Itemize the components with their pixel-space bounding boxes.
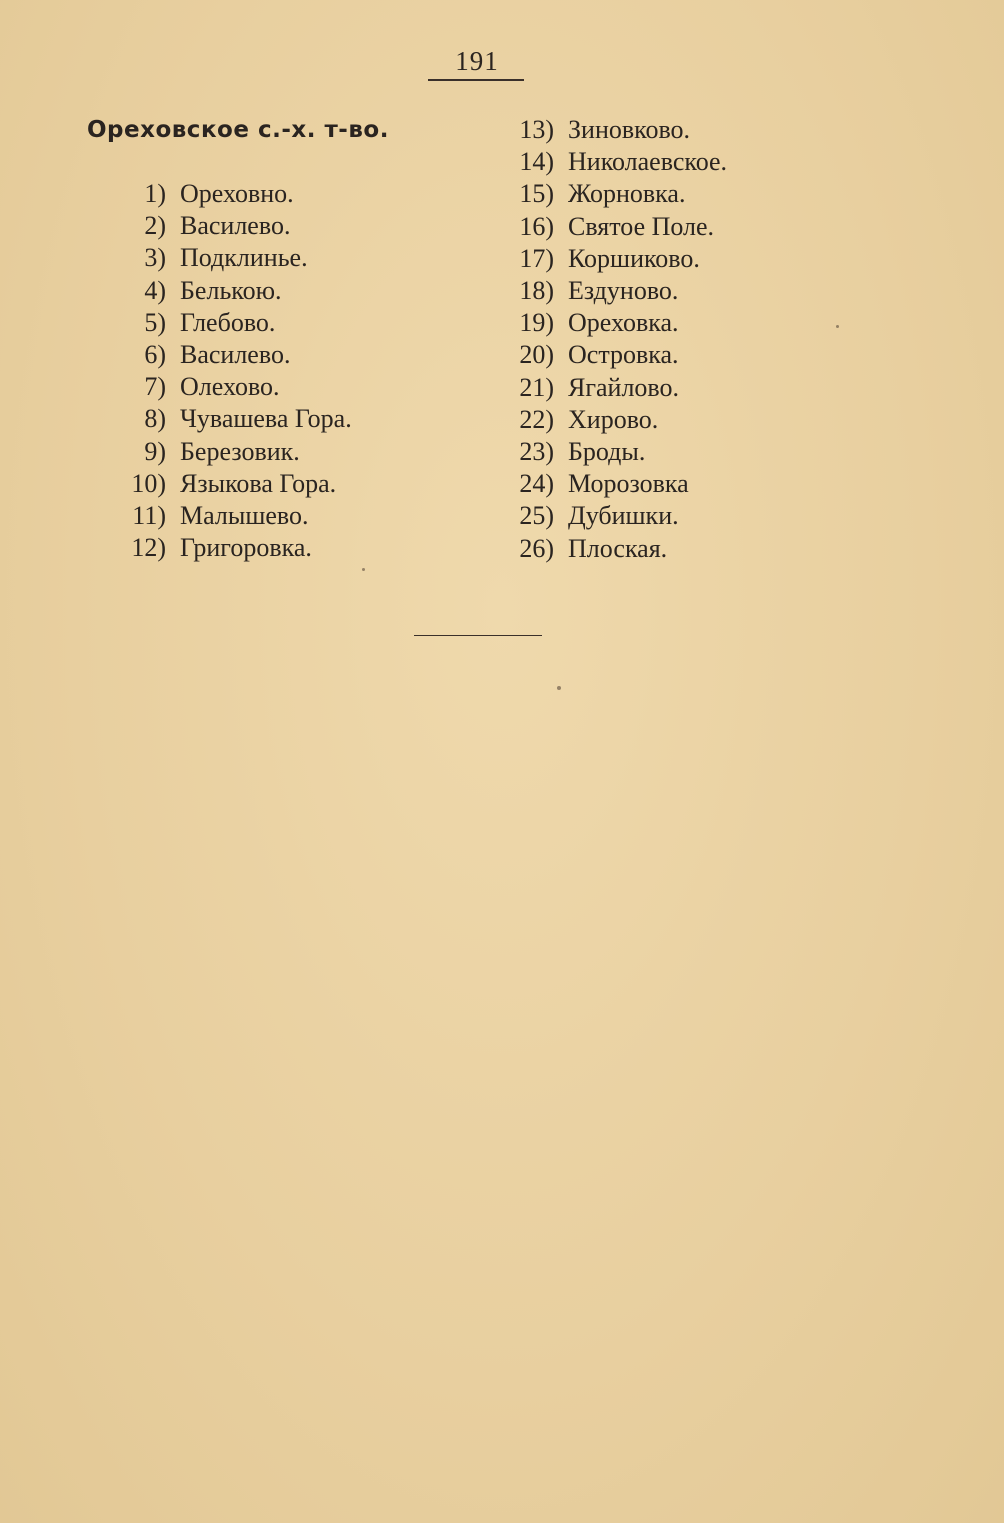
page-number: 191 <box>455 46 499 76</box>
item-name: Чувашева Гора. <box>180 404 352 434</box>
list-item <box>108 371 352 403</box>
item-number: 16) <box>519 211 554 241</box>
item-name: Ореховка. <box>568 308 679 338</box>
item-name: Подклинье. <box>180 243 308 273</box>
item-name: Языкова Гора. <box>180 468 337 498</box>
item-name: Василево. <box>180 211 291 241</box>
item-number: 11) <box>132 500 166 530</box>
item-name: Григоровка. <box>180 533 312 563</box>
list-item <box>496 243 727 275</box>
list-item <box>108 210 352 242</box>
item-number: 15) <box>519 179 554 209</box>
item-number: 24) <box>519 469 554 499</box>
list-item <box>108 275 352 307</box>
item-number: 21) <box>519 372 554 402</box>
list-item <box>108 436 352 468</box>
list-item <box>496 178 727 210</box>
item-name: Белькою. <box>180 275 282 305</box>
item-name: Броды. <box>568 436 646 466</box>
item-number: 22) <box>519 404 554 434</box>
item-name: Малышево. <box>180 500 309 530</box>
item-name: Николаевское. <box>568 147 728 177</box>
list-item <box>496 114 727 146</box>
paper-speck <box>557 686 561 690</box>
item-number: 6) <box>144 340 166 370</box>
item-name: Хирово. <box>568 404 659 434</box>
item-name: Березовик. <box>180 436 300 466</box>
item-name: Ягайлово. <box>568 372 680 402</box>
item-name: Морозовка <box>568 469 689 499</box>
list-item <box>108 242 352 274</box>
item-number: 25) <box>519 501 554 531</box>
list-item <box>108 468 352 500</box>
item-number: 19) <box>519 308 554 338</box>
item-name: Плоская. <box>568 533 668 563</box>
list-item <box>496 404 727 436</box>
item-name: Василево. <box>180 340 291 370</box>
item-number: 10) <box>131 468 166 498</box>
item-name: Жорновка. <box>568 179 686 209</box>
list-item <box>496 339 727 371</box>
list-item <box>496 211 727 243</box>
paper-speck <box>836 325 839 328</box>
item-number: 13) <box>519 115 554 145</box>
item-number: 7) <box>144 372 166 402</box>
item-number: 1) <box>144 179 166 209</box>
village-list-right <box>496 114 727 565</box>
item-number: 14) <box>519 147 554 177</box>
list-item <box>108 339 352 371</box>
item-number: 23) <box>519 436 554 466</box>
list-item <box>108 178 352 210</box>
item-number: 26) <box>519 533 554 563</box>
paper-speck <box>362 568 365 571</box>
list-item <box>496 307 727 339</box>
list-item <box>496 146 727 178</box>
item-name: Олехово. <box>180 372 280 402</box>
item-number: 12) <box>131 533 166 563</box>
page-number-underline <box>428 79 524 81</box>
item-number: 4) <box>144 275 166 305</box>
list-item <box>496 436 727 468</box>
item-number: 9) <box>144 436 166 466</box>
item-name: Ездуново. <box>568 276 679 306</box>
item-name: Ореховно. <box>180 179 294 209</box>
end-rule <box>414 635 542 636</box>
list-item <box>496 372 727 404</box>
item-number: 8) <box>144 404 166 434</box>
list-item <box>108 500 352 532</box>
item-number: 3) <box>144 243 166 273</box>
item-name: Глебово. <box>180 307 276 337</box>
item-name: Островка. <box>568 340 679 370</box>
list-item <box>496 532 727 564</box>
item-name: Коршиково. <box>568 243 700 273</box>
item-name: Дубишки. <box>568 501 679 531</box>
item-number: 18) <box>519 276 554 306</box>
item-number: 20) <box>519 340 554 370</box>
item-number: 5) <box>144 307 166 337</box>
list-item <box>496 468 727 500</box>
list-item <box>496 500 727 532</box>
item-name: Святое Поле. <box>568 211 715 241</box>
section-heading: Ореховское с.-х. т-во. <box>87 117 389 143</box>
list-item <box>108 307 352 339</box>
item-number: 2) <box>144 211 166 241</box>
item-name: Зиновково. <box>568 115 691 145</box>
list-item <box>108 532 352 564</box>
list-item <box>496 275 727 307</box>
item-number: 17) <box>519 243 554 273</box>
list-item <box>108 403 352 435</box>
village-list-left <box>108 178 352 564</box>
